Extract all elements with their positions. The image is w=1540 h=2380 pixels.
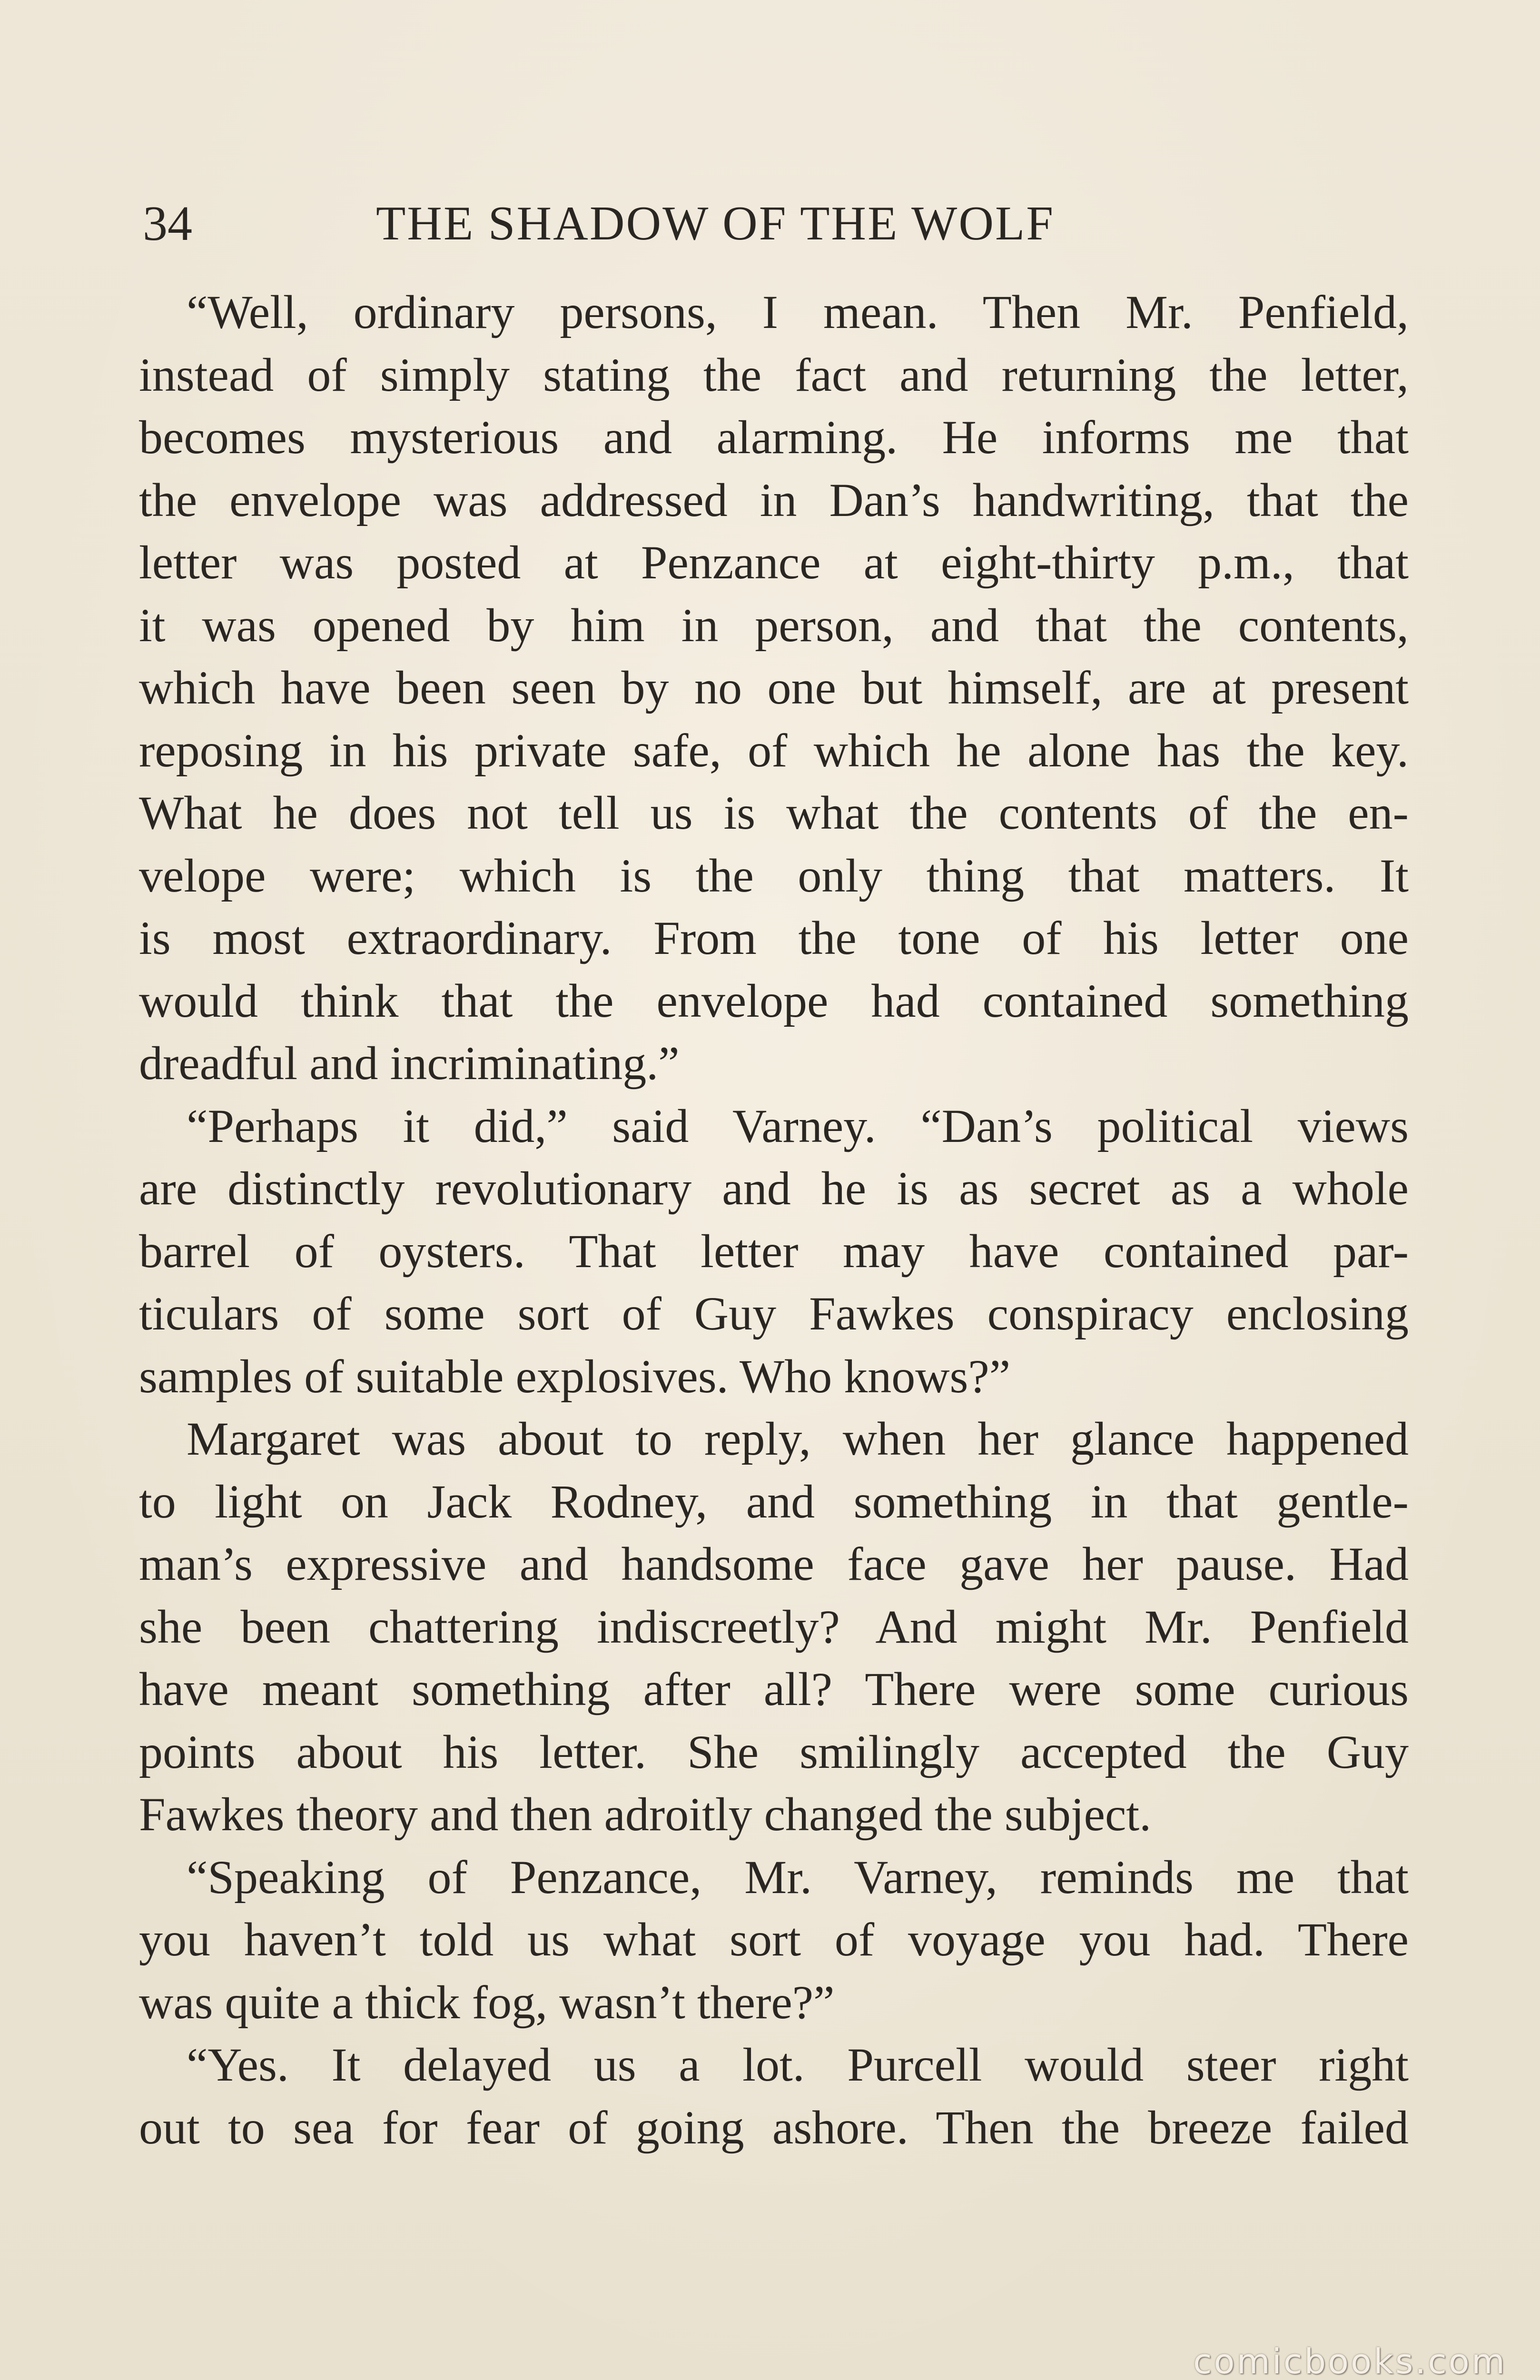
paragraph (139, 1095, 1409, 1408)
text-line: was quite a thick fog, wasn’t there?” (139, 1975, 835, 2029)
text-line: points about his letter. She smilingly accepted the Guy (139, 1725, 1409, 1778)
text-line: What he does not tell us is what the contents of the en- (139, 786, 1409, 839)
paragraph (139, 2033, 1409, 2159)
text-line: “Perhaps it did,” said Varney. “Dan’s political views (187, 1099, 1409, 1152)
paragraph (139, 1408, 1409, 1846)
text-line: to light on Jack Rodney, and something in that gentle- (139, 1475, 1409, 1528)
text-line: “Yes. It delayed us a lot. Purcell would steer right (187, 2038, 1409, 2091)
text-line: Fawkes theory and then adroitly changed the subject. (139, 1788, 1152, 1841)
text-line: man’s expressive and handsome face gave her pause. Had (139, 1537, 1409, 1590)
text-line: “Well, ordinary persons, I mean. Then Mr. Penfield, (187, 286, 1409, 338)
page-number: 34 (143, 196, 192, 251)
watermark: comicbooks.com (1193, 2341, 1507, 2380)
paragraph (139, 281, 1409, 1095)
running-head (143, 188, 1399, 259)
text-line: ticulars of some sort of Guy Fawkes conspiracy enclosing (139, 1287, 1409, 1340)
text-line: you haven’t told us what sort of voyage you had. There (139, 1913, 1409, 1966)
body-text (139, 281, 1409, 2159)
text-line: the envelope was addressed in Dan’s handwriting, that the (139, 473, 1409, 526)
paragraph (139, 1846, 1409, 2034)
text-line: which have been seen by no one but himself, are at present (139, 661, 1409, 714)
text-line: dreadful and incriminating.” (139, 1037, 680, 1090)
book-title: THE SHADOW OF THE WOLF (376, 197, 1055, 250)
text-line: velope were; which is the only thing that matters. It (139, 849, 1409, 902)
text-line: are distinctly revolutionary and he is as secret as a whole (139, 1162, 1409, 1215)
text-line: it was opened by him in person, and that the contents, (139, 598, 1409, 652)
text-line: becomes mysterious and alarming. He informs me that (139, 411, 1409, 464)
text-line: barrel of oysters. That letter may have contained par- (139, 1224, 1409, 1278)
text-line: “Speaking of Penzance, Mr. Varney, reminds me that (187, 1850, 1409, 1904)
text-line: she been chattering indiscreetly? And might Mr. Penfield (139, 1600, 1409, 1653)
text-line: reposing in his private safe, of which he alone has the key. (139, 724, 1409, 777)
text-line: instead of simply stating the fact and returning the letter, (139, 348, 1409, 401)
text-line: samples of suitable explosives. Who knows?” (139, 1349, 1011, 1403)
text-line: Margaret was about to reply, when her glance happened (187, 1412, 1409, 1465)
text-line: out to sea for fear of going ashore. Then the breeze failed (139, 2101, 1409, 2154)
text-line: letter was posted at Penzance at eight-thirty p.m., that (139, 536, 1409, 589)
text-line: have meant something after all? There were some curious (139, 1663, 1409, 1716)
text-line: is most extraordinary. From the tone of his letter one (139, 912, 1409, 964)
text-line: would think that the envelope had contained something (139, 974, 1409, 1027)
